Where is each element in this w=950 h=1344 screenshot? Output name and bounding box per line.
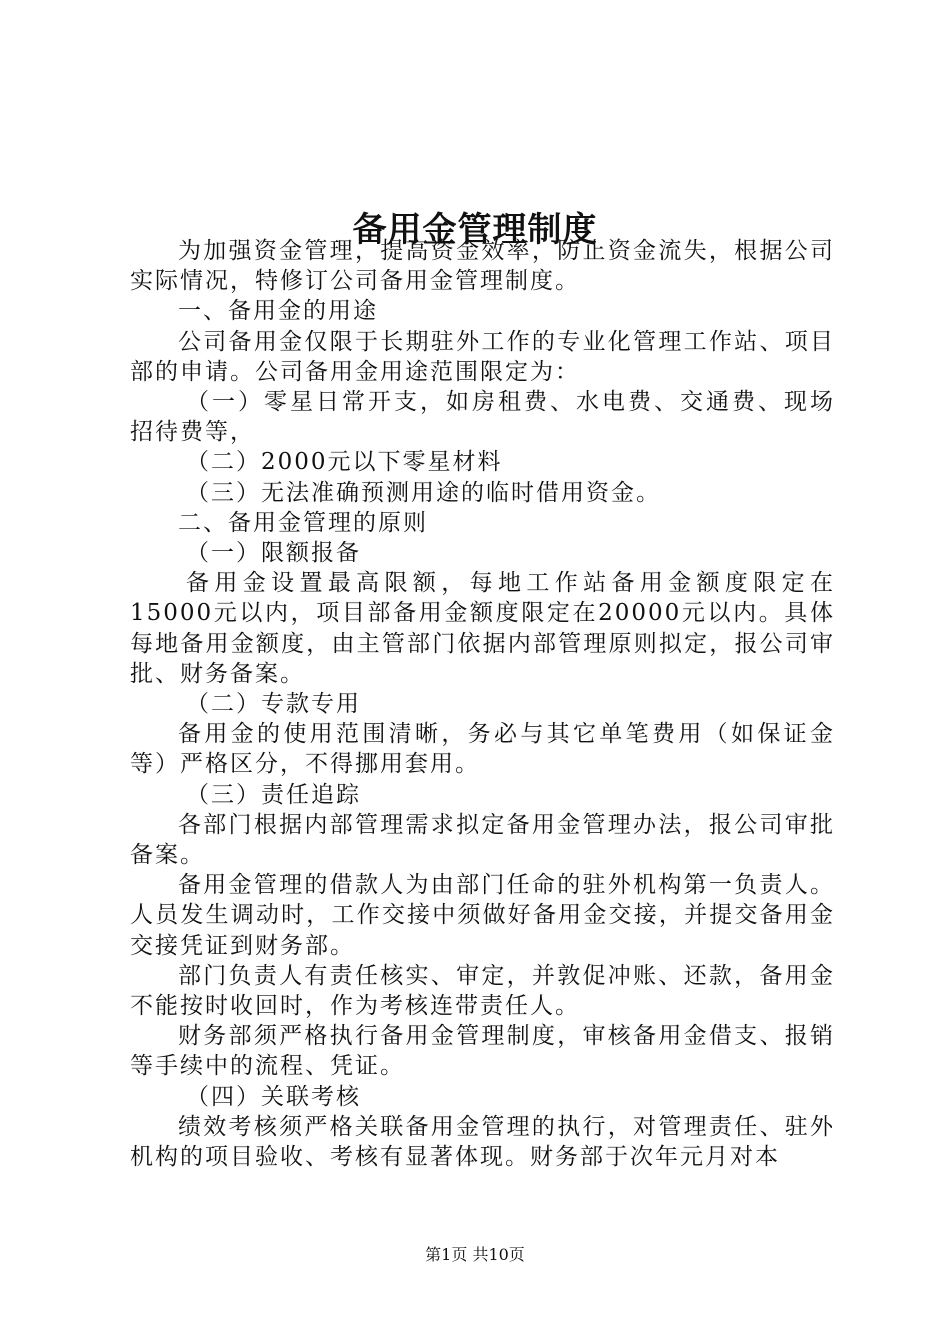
subsection-heading: （二）专款专用 xyxy=(186,691,361,718)
list-item: （一）零星日常开支，如房租费、水电费、交通费、现场招待费等， xyxy=(130,389,835,446)
subsection-heading: （三）责任追踪 xyxy=(186,781,361,808)
paragraph: 备用金的使用范围清晰，务必与其它单笔费用（如保证金等）严格区分，不得挪用套用。 xyxy=(130,721,835,778)
subsection-heading: （四）关联考核 xyxy=(186,1083,361,1110)
page-number: 第1页 共10页 xyxy=(425,1245,525,1264)
list-item: （三）无法准确预测用途的临时借用资金。 xyxy=(186,479,661,506)
document-title: 备用金管理制度 xyxy=(352,209,598,250)
paragraph-intro: 为加强资金管理，提高资金效率，防止资金流失，根据公司实际情况，特修订公司备用金管理制度。 xyxy=(130,238,835,295)
section-heading-2: 二、备用金管理的原则 xyxy=(178,509,428,536)
subsection-heading: （一）限额报备 xyxy=(186,540,361,567)
paragraph: 绩效考核须严格关联备用金管理的执行，对管理责任、驻外机构的项目验收、考核有显著体现。财务部于次年元月对本 xyxy=(130,1113,835,1171)
paragraph: 财务部须严格执行备用金管理制度，审核备用金借支、报销等手续中的流程、凭证。 xyxy=(130,1023,835,1080)
paragraph: 各部门根据内部管理需求拟定备用金管理办法，报公司审批备案。 xyxy=(130,811,835,869)
paragraph: 公司备用金仅限于长期驻外工作的专业化管理工作站、项目部的申请。公司备用金用途范围限定为： xyxy=(130,328,835,385)
paragraph: 备用金管理的借款人为由部门任命的驻外机构第一负责人。人员发生调动时，工作交接中须做好备用金交接，并提交备用金交接凭证到财务部。 xyxy=(130,872,835,959)
section-heading-1: 一、备用金的用途 xyxy=(178,298,378,325)
paragraph: 备用金设置最高限额，每地工作站备用金额度限定在15000元以内，项目部备用金额度限定在20000元以内。具体每地备用金额度，由主管部门依据内部管理原则拟定，报公司审批、财务备案。 xyxy=(130,570,835,687)
paragraph: 部门负责人有责任核实、审定，并敦促冲账、还款，备用金不能按时收回时，作为考核连带责任人。 xyxy=(130,962,835,1020)
list-item: （二）2000元以下零星材料 xyxy=(186,449,503,476)
document-body xyxy=(130,236,835,1172)
